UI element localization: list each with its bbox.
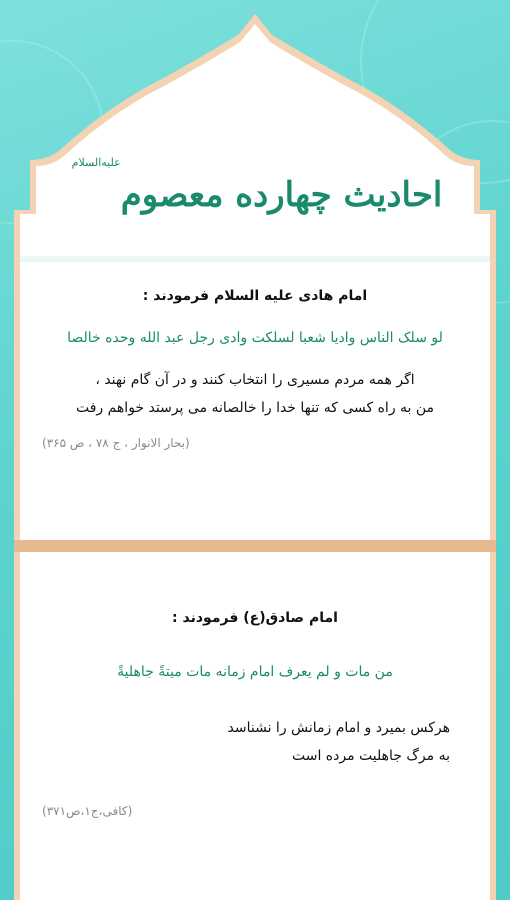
hadith-intro: امام صادق(ع) فرمودند : [172,610,338,626]
header [0,150,510,240]
title-honorific: علیه‌السلام [71,156,121,169]
hadith-card [20,552,490,900]
page-title: احادیث چهارده معصوم [120,175,443,215]
hadith-source: (بحار الانوار ، ج ۷۸ ، ص ۳۶۵) [42,436,190,450]
hadith-translation [20,366,490,422]
translation-line: به مرگ جاهلیت مرده است [291,748,450,764]
translation-line: هرکس بمیرد و امام زمانش را نشناسد [227,720,450,736]
hadith-arabic-text: من مات و لم یعرف امام زمانه مات میتةً جاهلیةً [117,664,393,680]
translation-line: من به راه کسی که تنها خدا را خالصانه می پرستد خواهم رفت [75,400,435,416]
hadith-card [20,262,490,540]
hadith-arabic-text: لو سلک الناس وادیا شعبا لسلکت وادی رجل عبد الله وحده خالصا [67,330,443,346]
translation-line: اگر همه مردم مسیری را انتخاب کنند و در آن گام نهند ، [95,372,415,388]
hadith-source: (کافی،ج۱،ص۳۷۱) [42,804,133,818]
hadith-intro: امام هادی علیه السلام فرمودند : [142,288,368,304]
hadith-translation [20,714,490,770]
